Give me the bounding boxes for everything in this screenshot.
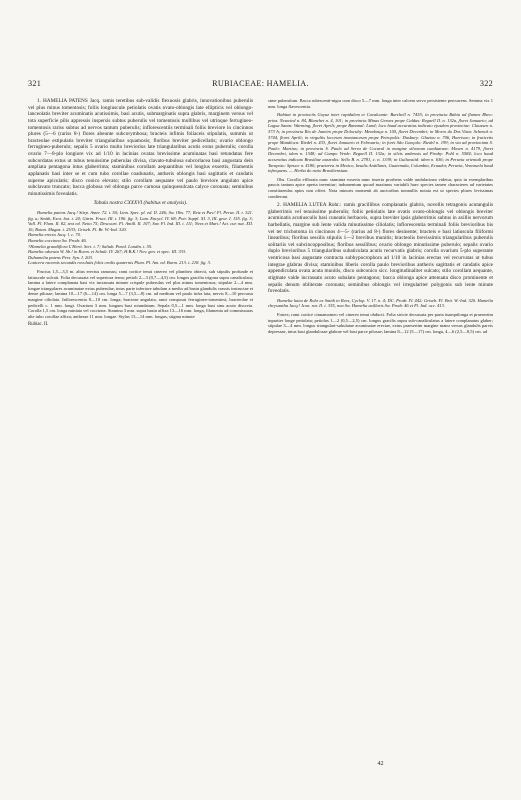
page-number-right: 322 (479, 79, 493, 88)
page-number-left: 321 (28, 79, 42, 88)
plate-reference: Tabula nostra CXXXVI (habitus et analysis). (93, 200, 188, 207)
running-title: RUBIACEAE: HAMELIA. (212, 79, 309, 88)
right-column (268, 98, 493, 778)
species-2-fructus: Frutex; rami cortice cinnamomeo vel cinereo tenui obducti. Folia stricte decussata per paria inaequilonga et praesertim inpariter longe petiolata; petiolus 1—2 (0,5—2,5) cm. longus gracilis supra sub-canaliculatus a latere complanatus glaber; stipulae 3—4 mm. longus triangulari-subulatae acuminatae erectae, extus praesertim margine manu versus glandulis parvis depressae, intus basi glandulosae glabrae vel basi parce pilosae; lamina 8—12 (5—17) cm. longa, 4—6 (2,5—8,5) cm. ad (268, 312, 493, 334)
species-1-synonymy: Hamelia patens Jacq.! Stirp. Amer. 72. t. 50; Linn. Spec. pl. ed. II. 246; Sw. Obs. 77; Reiz et Pav.! Fl. Peruv. II. t. 321. fig. a; Smith, Exot. bot. t. 24; Gärtn. Fruct. III. t. 196. fig. 3; Lam. Encycl. IV. 68; Poir. Suppl. XI. 3, III. geor. I. 155. fig. 3; Vall. Fl. Flum. II. 82, text ed. Netto 75; Descourt. Fl. Antill. II. 107; Sav. Fl. Ind. III. t. 111; Nees et Mart.! Act. cur. nat. XII. 16; Botan. Magaz. t. 2533; Griseb. Fl. Br. W.-Ind. 320. Hamelia erecta Jacq. l. c. 70. Hamelia coccinea Sw. Prodr. 46. ?Hamelia grandiflora L'Herit. Sert. t. 7; Saliab. Paral. Londin. t. 55. Hamelia odorata W. Sb.! in Roem. et Schult. IV. 267; H.B.K.! Nov. gen. et spec. III. 333. Duhamelia patens Pers. Syn. I. 203. Lonicera racemis secundis rovolutis foliis oralis quaternis Plum. Pl. Am. ed. Burm. 213. t. 218. fig. 3. (28, 210, 253, 266)
left-column (28, 98, 253, 778)
habitat-paragraph: Habitat in provinciis Goyaz inter rapidalem et Cavalcante: Burchell n. 7455; in provincia Bahia ad flumen Rheo: prinz. Neuwied n. 84, Blanchet n. 4, 101; in provincia Minas Geraes prope Caldas: Regnell II. n. 132a, floret Januario; ad Lagoa Santa: Warming, floret Aprili; prope Bananal: Lund; loco haud accuratius indicato ejusdem provinciae: Claussen n. 373 A; in provincia Rio de Janeiro prope Dolocuby: Mendonça n. 105, floret Decembri; in Morro do Dos Vista: Schenck n. 3744, floret Aprili; in virgultis locorum inontanorum prope Petropolis: Dusbury: Glaziou n. 706, Harrison; in fruticetis prope Mandioca: Riedel n. 433, floret Januario et Februario; in foret São Gonçalo: Riedel n. 199; in via ad provinciam S. Paulo: Martius; in provincia S. Paulo ad Serra de Cocaral in margine silvarum caeduarum: Mosen n. 4179, floret Decembri, idem n. 1348; ad Campo Verde: Regnell II. 132a; in silvis umbrosis ad Piraby: Pohl n. 5584; loco haud accuratius indicato Brasiliae australis: Sello B. n. 2781, c. n. 1339; in Guiluvaiid: idem n. 636; in Peruvia orientali prope Tarapoto: Spruce n. 4180; praeterea in Mexico, Insulis Antillanis, Guatemala, Columbia, Ecuador, Peruvia, Venezuela haud infrequens. — Herba do ratto Brasiliensium. (268, 112, 493, 174)
species-1-description: 1. HAMELIA PATENS Jacq. ramis teretibus sub-validis flexuosis glabris, innovationibus puberulis vel plus minus tomentosis; foliis longiuscule petiolatis ovatis ovato-oblongis late ellipticis vel oblongo-lanceolatis breviter acuminatis acutissimis, basi acutis, submarginatis supra glabris, marginem versus vel tota superficie pilis appressis inspersis subtus puberulis vel tomentosis mollibus vel utrinque ferrugineo-tomentosis rariss subtus ad nervos tantum puberulis; inflorescentiis terminali foliis breviore in cincinnos plures (5—6 (rariss 8-) flores abeunte subcorymbosa; bracteis infimis foliaceis stipulatis, summis ut bracteolae estipulatis breviter triangularibus squamosis; floribus breviter pedicellatis; ovario oblongo ferrugineo-puberulo; sepalis 5 ovario multo breviorius late triangularibus acutis extus puberulis; corolla ovario 7—8-plo longiore vix ad 1/10 in lacinias ovatas brevissime acuminatas basi retundatas fere subcordatas extus ut tubus tenuissime puberulas divisa, clavato-tubulosa subcorlacea basi angustata dein ampliata pentagona intus glaberrima; staminibus corollam aequantibus vel longius exsertis, filamentis applanatis basi inter se et cum tubo corollae coadunatis, antheris oblongis basi sagittatis et candatis superne apiculatis; disco conico elevato; stilo corollam aequante vel paulo breviore angulato apice subclavato truncato; bacca globosa vel oblonga parce carnosa quinquesulcata calyce coronata; seminibus minutissimis fovealatis. (28, 98, 253, 197)
observation-paragraph: Obs. Corolla efflorata nunc staminia exserta nunc inserta prorbens valde undulacinea videtur, quia in exemplaribus paucis tantum apice aperta invenitur; indumentum quoad maximus variabili haec species tamen characteres ad varietates constituendas aptos non offert. Nota minoris momenti ab auctoribus nonnullis notata est ut species plures levissimas condierunt. (268, 176, 493, 199)
page-header (28, 79, 493, 93)
species-1-fructus: Fructus 1,5—3,5 m. altus erectus ramosus; rami cortice tenui cinereo vel plumbeo obtecti, sub stipulis profunde et latiuscule sulcati. Folia decussata vel superiora terna; petioli 2—3 (0,7—4,5) cm. longus gracilia trigona supra canaliculata; lamina a latere complanata basi vix incrassata minute crispule puberulus vel plus minus tomentosus; stipulae 2—4 mm. longae triangulares acuminatae extus puberulae, intus parte inferiore tabulam a medio ad basin glandulis crassis instructae et dense pilosae; lamina 10—17 (6—14) cm. longa 5—7 (3,5—8) cm. ad medium vel paulo infra lata, nervis 8—10 percursa margine ciliolata. Inflorescentia 8—10 cm. longa; bracteae angulata, rami composui ferrugineo-tomentosi; bracteolae et pedicelli c. 1 mm. longi. Ovarium 3 mm. longum basi rotundatum. Sepala 0,5—1 mm. longa basi sinu acuto discreta. Corolla 1,5 cm. longa miniata vel coccinea. Stamina 3 mm. supra basin affixa 13—16 mm. longa, filamenta ad commissuras alte tubo corollae affixa; antherae 11 mm. longae. Stylus 13—14 mm. longus, stigma minute (28, 268, 253, 319)
species-2-synonymy: Hamelia lutea de Rohr ex Smith in Rees, Cyclop. V. 17. n. 4; DC. Prodr. IV. 442; Griseb. Fl. Brit. W.-Ind. 320. Hamelia chrysantha Jacq.! Icon. rar. II. t. 335, non Sw. Hamelia axillaris Sw. Prodr. 46 et Fl. Ind. occ. 413. (268, 297, 493, 309)
species-2-description: 2. HAMELIA LUTEA Rohr.: ramis gracillibus complanatis glabris, novellis tetragonis acutangulis glaberrimis vel tenuissime puberulis; foliis petiolatis late ovatis ovato-oblongis vel oblongis breviter acuminatis acutiusculis basi cuneatis herbaceis, supra breviter ipsis glaberrimis subtus in axillis nervorum barbellatis, margine sub lente valida minutissime ciliolatis; inflorescentia terminali foliis brevioribus bis vel ter trichotoma in cincinnos 4—5- (rarius ad 8-) flores desinente; bracteis e basi latiuscula filiformi linearibus; floribus sessilis stipulis 1—2 brevibus munitis; bracteolis brevissimis triangularibus puberulis solitariis vel subcincopposibus; floribus sessilibus; ovario oblongo minutissime puberulo; sepalis ovario duplo brevioribus 5 triangularibus subaticulata acutis recurvatis glabris; corolla ovarium 5-plo superante ventricosa basi angustate contracta subhypocrophora ad 1/10 in lacinias erectas vel recurvatas ut tubus integrae glabras divisa; staminibus liberis corolla paulo brevioribus antheris sagittatis et candatis apice appendiculata ovata acuta munitis, disco subconico sicc. longitudinaliter sulcato; stilo corollam aequante, stigmate valde incrassato acuto subalato pentagono; bacca oblonga apice attenuata disco prominente et sepalis denum obliterate coronata; seminibus oblongis vel irregulariter polygonis sub lente minute foveolatis. (268, 202, 493, 295)
signature-mark: Rubiac. II. (28, 322, 49, 328)
continuation-text: sime puberulum. Bacca rubescenti-nigra cum disco 5—7 mm. longa inter calcem servo persistente percurrens. Semina vix 1 mm. longa flavescentia. (268, 98, 493, 109)
signature-number: 42 (377, 761, 384, 767)
